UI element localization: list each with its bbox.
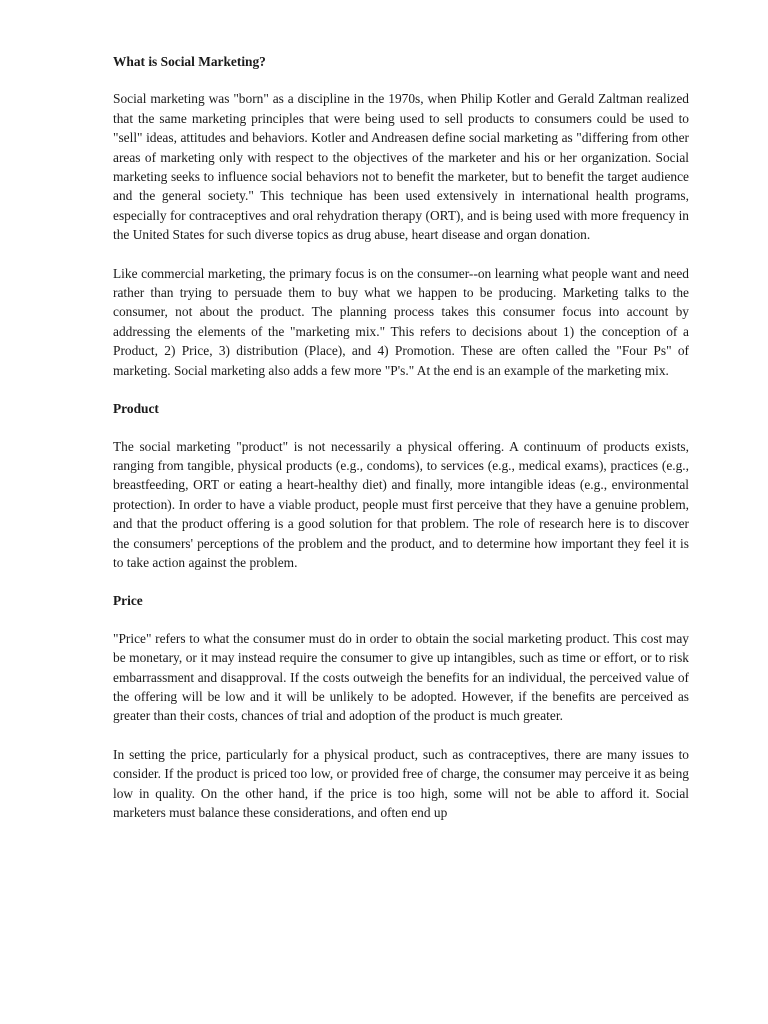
product-paragraph-1: The social marketing "product" is not necessarily a physical offering. A continuum of products exists, ranging from tangible, physical products (e.g., condoms), to services (e.g., medical exams), practices (e.g., breastfeeding, ORT or eating a heart-healthy diet) and finally, more intangible ideas (e.g., environmental protection). In order to have a viable product, people must first perceive that they have a genuine problem, and that the product offering is a good solution for that problem. The role of research here is to discover the consumers' perceptions of the problem and the product, and to determine how important they feel it is to take action against the problem.: [113, 438, 689, 570]
price-paragraph-1: "Price" refers to what the consumer must do in order to obtain the social marketing product. This cost may be monetary, or it may instead require the consumer to give up intangibles, such as time or effort, or to risk embarrassment and disapproval. If the costs outweigh the benefits for an individual, the perceived value of the offering will be low and it will be unlikely to be adopted. However, if the benefits are perceived as greater than their costs, chances of trial and adoption of the product is much greater.: [113, 630, 689, 724]
document-title: What is Social Marketing?: [113, 54, 266, 69]
intro-paragraph-1: Social marketing was "born" as a discipline in the 1970s, when Philip Kotler and Gerald Zaltman realized that the same marketing principles that were being used to sell products to consumers could be used to "sell" ideas, attitudes and behaviors. Kotler and Andreasen define social marketing as "differing from other areas of marketing only with respect to the objectives of the marketer and his or her organization. Social marketing seeks to influence social behaviors not to benefit the marketer, but to benefit the target audience and the general society." This technique has been used extensively in international health programs, especially for contraceptives and oral rehydration therapy (ORT), and is being used with more frequency in the United States for such diverse topics as drug abuse, heart disease and organ donation.: [113, 91, 689, 243]
document-page: [113, 52, 689, 841]
price-paragraph-2: In setting the price, particularly for a physical product, such as contraceptives, there are many issues to consider. If the product is priced too low, or provided free of charge, the consumer may perceive it as being low in quality. On the other hand, if the price is too high, some will not be able to afford it. Social marketers must balance these considerations, and often end up: [113, 746, 689, 820]
section-heading-product: Product: [113, 401, 159, 417]
intro-paragraph-2: Like commercial marketing, the primary focus is on the consumer--on learning what people want and need rather than trying to persuade them to buy what we happen to be producing. Marketing talks to the consumer, not about the product. The planning process takes this consumer focus into account by addressing the elements of the "marketing mix." This refers to decisions about 1) the conception of a Product, 2) Price, 3) distribution (Place), and 4) Promotion. These are often called the "Four Ps" of marketing. Social marketing also adds a few more "P's." At the end is an example of the marketing mix.: [113, 265, 689, 378]
section-heading-price: Price: [113, 593, 143, 609]
